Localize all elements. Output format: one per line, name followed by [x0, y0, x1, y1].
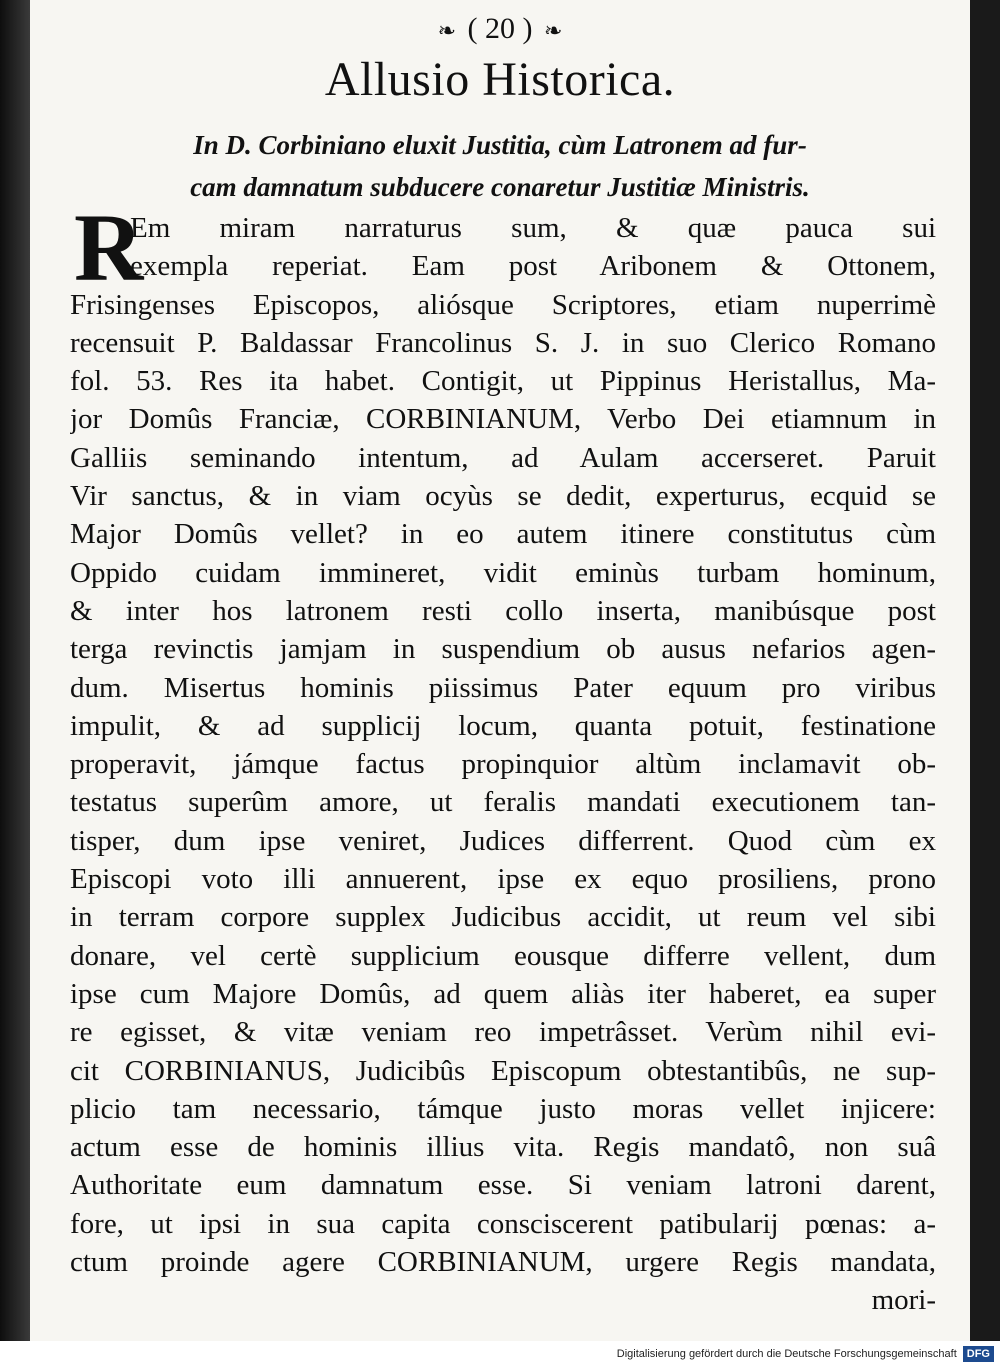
text-line: Episcopi voto illi annuerent, ipse ex equo prosiliens, prono: [70, 863, 936, 896]
text-line: Major Domûs vellet? in eo autem itinere constitutus cùm: [70, 518, 936, 551]
text-line: ctum proinde agere CORBINIANUM, urgere Regis mandata,: [70, 1246, 936, 1279]
text-line: recensuit P. Baldassar Francolinus S. J. in suo Clerico Romano: [70, 326, 936, 359]
ornament-left-icon: ❧: [437, 18, 456, 43]
subtitle-line: cam damnatum subducere conaretur Justitiæ Ministris.: [190, 172, 810, 202]
dfg-logo: DFG: [963, 1346, 994, 1362]
text-line: donare, vel certè supplicium eousque differre vellent, dum: [70, 939, 936, 972]
text-line: Oppido cuidam immineret, vidit eminùs turbam hominum,: [70, 556, 936, 589]
text-line: actum esse de hominis illius vita. Regis mandatô, non suâ: [70, 1131, 936, 1164]
digitization-footer: [0, 1341, 1000, 1366]
text-line: re egisset, & vitæ veniam reo impetrâsset. Verùm nihil evi-: [70, 1016, 936, 1049]
text-line: tisper, dum ipse veniret, Judices differrent. Quod cùm ex: [70, 824, 936, 857]
page-title: Allusio Historica.: [324, 53, 676, 106]
subtitle-line: In D. Corbiniano eluxit Justitia, cùm Latronem ad fur-: [193, 130, 807, 160]
text-line: impulit, & ad supplicij locum, quanta potuit, festinatione: [70, 709, 936, 742]
subtitle: [74, 124, 926, 208]
text-line: ipse cum Majore Domûs, ad quem aliàs iter haberet, ea super: [70, 977, 936, 1010]
text-line: Authoritate eum damnatum esse. Si veniam latroni darent,: [70, 1169, 936, 1202]
text-line: in terram corpore supplex Judicibus accidit, ut reum vel sibi: [70, 901, 936, 934]
catchword: mori-: [871, 1284, 936, 1317]
book-page: [30, 0, 970, 1366]
footer-text: Digitalisierung gefördert durch die Deutsche Forschungsgemeinschaft: [616, 1347, 957, 1360]
page-number-text: ( 20 ): [467, 12, 533, 45]
text-line: & inter hos latronem resti collo inserta, manibúsque post: [70, 594, 936, 627]
ornament-right-icon: ❧: [543, 18, 563, 43]
page-number: [30, 12, 970, 46]
body-text: [70, 209, 936, 1320]
text-line: dum. Misertus hominis piissimus Pater equum pro viribus: [70, 671, 936, 704]
text-line: Galliis seminando intentum, ad Aulam accerseret. Paruit: [70, 441, 936, 474]
text-line: Frisingenses Episcopos, aliósque Scriptores, etiam nuperrimè: [70, 288, 936, 321]
text-line: cit CORBINIANUS, Judicibûs Episcopum obtestantibûs, ne sup-: [70, 1054, 936, 1087]
text-line: exempla reperiat. Eam post Aribonem & Ottonem,: [130, 250, 936, 283]
text-line: jor Domûs Franciæ, CORBINIANUM, Verbo Dei etiamnum in: [70, 403, 936, 436]
text-line: properavit, jámque factus propinquior altùm inclamavit ob-: [70, 748, 936, 781]
drop-cap: R: [74, 194, 144, 301]
text-line: terga revinctis jamjam in suspendium ob ausus nefarios agen-: [70, 633, 936, 666]
text-line: fore, ut ipsi in sua capita consciscerent patibularij pœnas: a-: [70, 1207, 936, 1240]
text-line: Em miram narraturus sum, & quæ pauca sui: [130, 212, 936, 244]
text-line: plicio tam necessario, támque justo moras vellet injicere:: [70, 1092, 936, 1125]
text-line: testatus superûm amore, ut feralis mandati executionem tan-: [70, 786, 936, 819]
text-line: Vir sanctus, & in viam ocyùs se dedit, experturus, ecquid se: [70, 480, 936, 513]
text-line: fol. 53. Res ita habet. Contigit, ut Pippinus Heristallus, Ma-: [70, 365, 936, 398]
